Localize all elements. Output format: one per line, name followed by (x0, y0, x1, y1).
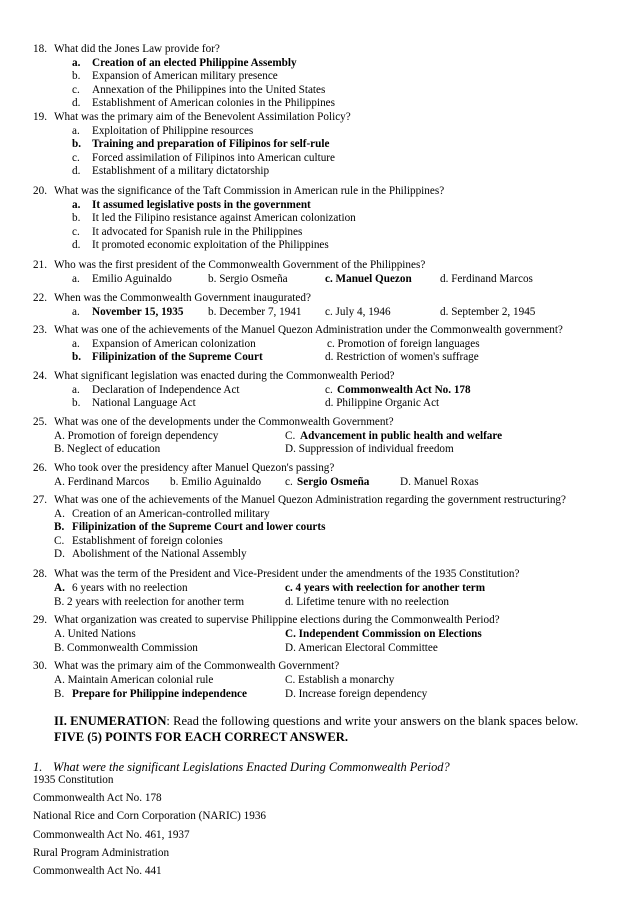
answer-line: Rural Program Administration (33, 847, 170, 859)
answer-line: National Rice and Corn Corporation (NARIC) 1936 (33, 810, 267, 822)
choice-c-correct: Sergio Osmeña (297, 476, 370, 488)
choice-c-correct: C. Independent Commission on Elections (285, 628, 482, 640)
answer-line: Commonwealth Act No. 441 (33, 865, 162, 877)
exam-page: 18. What did the Jones Law provide for? a. Creation of an elected Philippine Assembly b. Expansion of American military presence c. Annexation of the Philippines into the United States d. Establishment of American colonies in the Philippines 19. What was the primary aim of the Benevolent Assimilation Policy? a. Exploitation of Philippine resources b. Training and preparation of Filipinos for self-rule c. Forced assimilation of Filipinos into American culture d. Establishment of a military dictatorship 20. What was the significance of the Taft Commission in American rule in the Philippines? a. It assumed legislative posts in the government b. It led the Filipino resistance against American colonization c. It advocated for Spanish rule in the Philippines d. It promoted economic exploitation of the Philippines 21. Who was the first president of the Commonwealth Government of the Philippines? a. Emilio Aguinaldo b. Sergio Osmeña c. Manuel Quezon d. Ferdinand Marcos 22. When was the Commonwealth Government inaugurated? a. November 15, 1935 b. December 7, 1941 c. July 4, 1946 d. September 2, 1945 23. What was one of the achievements of the Manuel Quezon Administration under the Commonwealth government? a. Expansion of American colonization c. Promotion of foreign languages b. Filipinization of the Supreme Court d. Restriction of women's suffrage 24. What significant legislation was enacted during the Commonwealth Period? a. Declaration of Independence Act c. Commonwealth Act No. 178 b. National Language Act d. Philippine Organic Act 25. What was one of the developments under the Commonwealth Government? A. Promotion of foreign dependency C. Advancement in public health and welfare B. Neglect of education D. Suppression of individual freedom 26. Who took over the presidency after Manuel Quezon's passing? A. Ferdinand Marcos b. Emilio Aguinaldo c. Sergio Osmeña D. Manuel Roxas 27. What was one of the achievements of the Manuel Quezon Administration regarding the government restructuring? A. Creation of an American-controlled military B. Filipinization of the Supreme Court and lower courts C. Establishment of foreign colonies D. Abolishment of the National Assembly 28. What was the term of the President and Vice-President under the amendments of the 1935 Constitution? A. 6 years with no reelection c. 4 years with reelection for another term B. 2 years with reelection for another term d. Lifetime tenure with no reelection 29. What organization was created to supervise Philippine elections during the Commonwealth Period? A. United Nations C. Independent Commission on Elections B. Commonwealth Commission D. American Electoral Committee 30. What was the primary aim of the Commonwealth Government? A. Maintain American colonial rule C. Establish a monarchy B. Prepare for Philippine independence D. Increase foreign dependency II. ENUMERATION: Read the following questions and write your answers on the blank spaces below. FIVE (5) POINTS FOR EACH CORRECT ANSWER. 1. What were the significant Legislations Enacted During Commonwealth Period? 1935 Constitution Commonwealth Act No. 178 National Rice and Corn Corporation (NARIC) 1936 Commonwealth Act No. 461, 1937 Rural Program Administration Commonwealth Act No. 441 (33, 43, 579, 877)
answer-line: Commonwealth Act No. 178 (33, 792, 162, 804)
choice-c-correct: c. Manuel Quezon (325, 273, 412, 285)
question-text: What did the Jones Law provide for? (54, 43, 220, 55)
choice-a-correct: November 15, 1935 (92, 306, 184, 318)
choice-b-correct: Filipinization of the Supreme Court (92, 351, 263, 363)
choice-c-correct: Commonwealth Act No. 178 (337, 384, 471, 396)
choice-c-correct: c. 4 years with reelection for another term (285, 582, 486, 594)
answer-line: 1935 Constitution (33, 774, 114, 786)
choice-c-correct: Advancement in public health and welfare (300, 430, 503, 442)
choice-b-correct: Prepare for Philippine independence (72, 688, 247, 700)
answer-line: Commonwealth Act No. 461, 1937 (33, 829, 190, 841)
question-number: 18. (33, 43, 47, 55)
enumeration-question: 1. What were the significant Legislations Enacted During Commonwealth Period? (33, 760, 450, 774)
section-points: FIVE (5) POINTS FOR EACH CORRECT ANSWER. (54, 730, 349, 744)
section-heading: II. ENUMERATION: Read the following questions and write your answers on the blank spaces below. (54, 714, 579, 728)
